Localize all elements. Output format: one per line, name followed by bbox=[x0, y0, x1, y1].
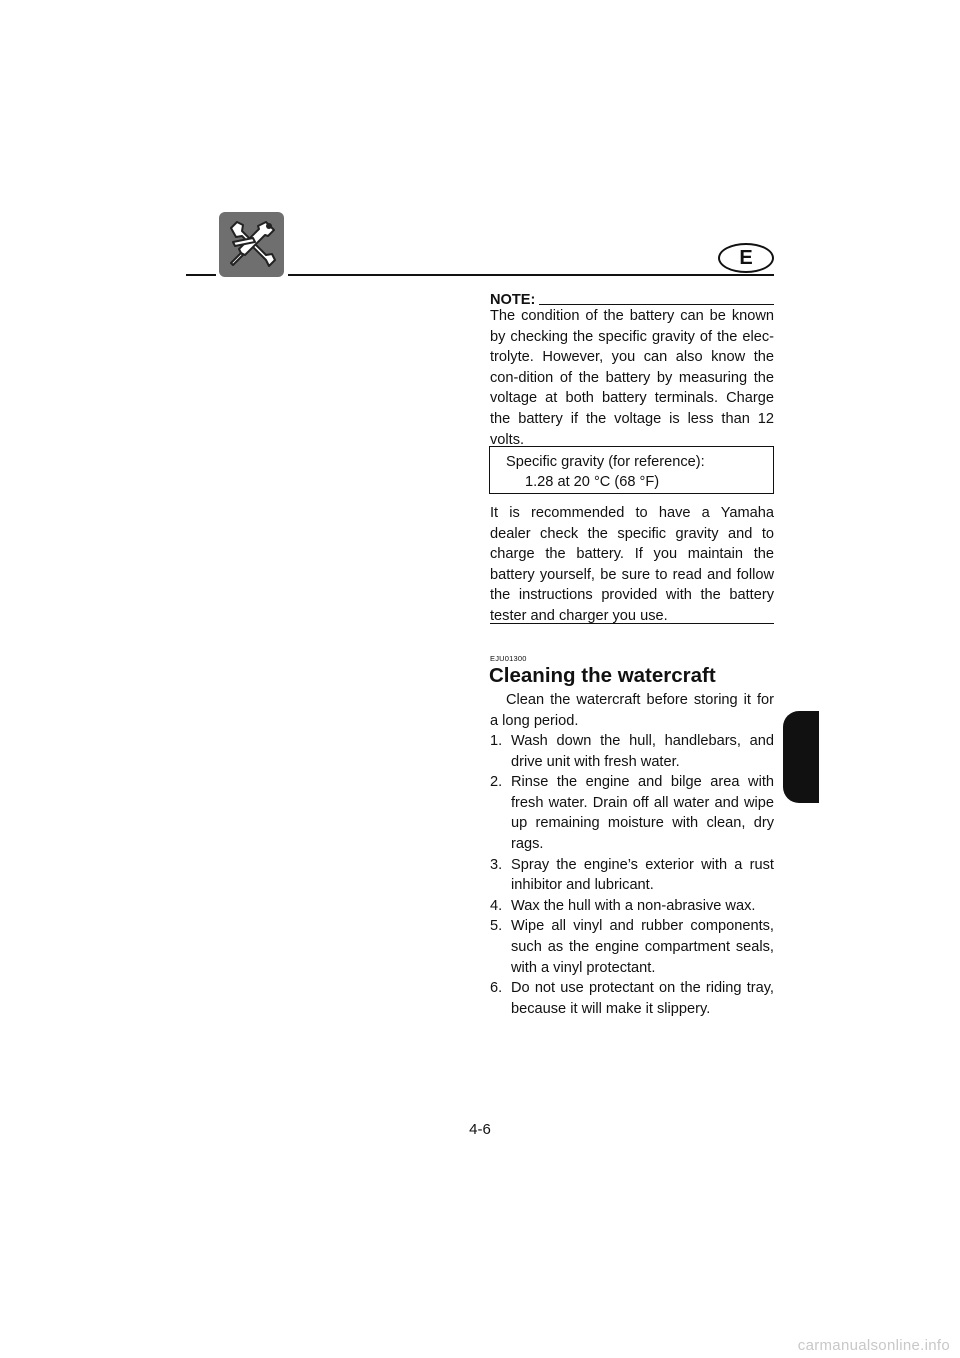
maintenance-tools-icon bbox=[219, 212, 284, 277]
step-number: 6. bbox=[490, 980, 503, 997]
note-body-2 bbox=[490, 503, 774, 627]
note-paragraph: The condition of the battery can be known by checking the specific gravity of the elec-trolyte. However, you can also know the con-dition of the battery by measuring the voltage at both battery terminals. Charge the battery if the voltage is less than 12 volts. bbox=[490, 308, 774, 448]
header-rule-right bbox=[288, 274, 774, 276]
step-text: Wash down the hull, handlebars, and drive unit with fresh water. bbox=[511, 733, 774, 770]
note-body bbox=[490, 306, 774, 450]
step-text: Rinse the engine and bilge area with fresh water. Drain off all water and wipe up remaining moisture with clean, dry rags. bbox=[511, 774, 774, 852]
step-text: Wipe all vinyl and rubber components, such as the engine compartment seals, with a vinyl protectant. bbox=[511, 918, 774, 976]
list-item bbox=[490, 978, 774, 1019]
spec-label: Specific gravity (for reference): bbox=[506, 454, 705, 470]
list-item bbox=[490, 731, 774, 772]
page-number: 4-6 bbox=[469, 1121, 491, 1138]
step-text: Wax the hull with a non-abrasive wax. bbox=[511, 897, 756, 914]
spec-value: 1.28 at 20 °C (68 °F) bbox=[525, 474, 660, 490]
list-item bbox=[490, 916, 774, 978]
section-title: Cleaning the watercraft bbox=[489, 664, 716, 687]
note-divider bbox=[539, 304, 774, 305]
step-number: 2. bbox=[490, 774, 503, 791]
step-number: 3. bbox=[490, 856, 503, 873]
watermark: carmanualsonline.info bbox=[797, 1337, 950, 1354]
step-text: Do not use protectant on the riding tray, because it will make it slippery. bbox=[511, 980, 774, 1017]
spec-box bbox=[489, 446, 774, 494]
list-item bbox=[490, 855, 774, 896]
list-item bbox=[490, 896, 774, 917]
cleaning-steps bbox=[490, 731, 774, 1019]
note-paragraph-2: It is recommended to have a Yamaha dealer check the specific gravity and to charge the battery. If you maintain the battery yourself, be sure to read and follow the instructions provided with the battery tester and charger you use. bbox=[490, 505, 774, 624]
step-number: 1. bbox=[490, 733, 503, 749]
intro-text: Clean the watercraft before storing it for a long period. bbox=[490, 692, 774, 729]
header-rule-left bbox=[186, 274, 216, 276]
step-number: 4. bbox=[490, 897, 503, 914]
note-label: NOTE: bbox=[490, 292, 536, 308]
step-number: 5. bbox=[490, 918, 503, 935]
section-code: EJU01300 bbox=[490, 654, 527, 663]
section-intro bbox=[490, 690, 774, 731]
chapter-side-tab bbox=[783, 711, 819, 803]
note-end-rule bbox=[490, 623, 774, 624]
list-item bbox=[490, 772, 774, 854]
note-header bbox=[490, 288, 774, 308]
step-text: Spray the engine’s exterior with a rust inhibitor and lubricant. bbox=[511, 856, 774, 894]
language-badge: E bbox=[718, 243, 774, 273]
